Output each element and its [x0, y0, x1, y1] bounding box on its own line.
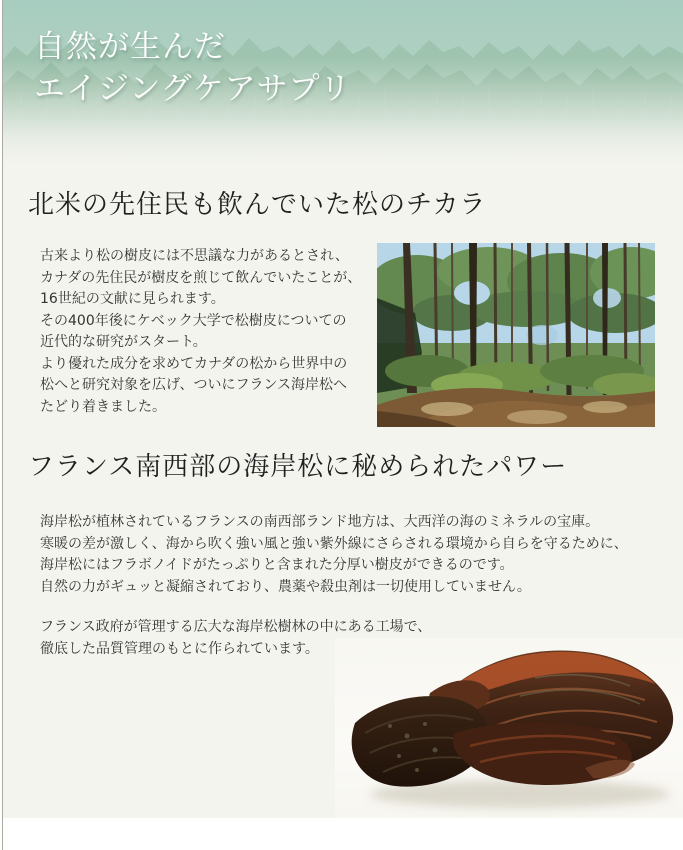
banner-title-line2: エイジングケアサプリ	[34, 71, 352, 107]
banner-title	[34, 26, 351, 110]
text-line: 寒暖の差が激しく、海から吹く強い風と強い紫外線にさらされる環境から自らを守るために、	[40, 535, 628, 552]
section1-paragraph	[40, 246, 361, 418]
hero-banner	[3, 0, 683, 166]
pine-bark-art	[335, 638, 683, 818]
text-line: 自然の力がギュッと凝縮されており、農薬や殺虫剤は一切使用していません。	[40, 578, 531, 595]
section2-heading: フランス南西部の海岸松に秘められたパワー	[28, 452, 568, 482]
text-line: 松へと研究対象を広げ、ついにフランス海岸松へ	[40, 377, 348, 393]
text-line: フランス政府が管理する広大な海岸松樹林の中にある工場で、	[40, 619, 432, 635]
text-line: その400年後にケベック大学で松樹皮についての	[40, 312, 347, 329]
banner-title-line1: 自然が生んだ	[34, 29, 226, 65]
text-line: カナダの先住民が樹皮を煎じて飲んでいたことが、	[40, 269, 362, 286]
pine-bark-photo	[335, 638, 683, 818]
text-line: 近代的な研究がスタート。	[40, 334, 207, 350]
text-line: 古来より松の樹皮には不思議な力があるとされ、	[40, 248, 349, 264]
text-line: 海岸松にはフラボノイドがたっぷりと含まれた分厚い樹皮ができるのです。	[40, 557, 514, 573]
text-line: 徹底した品質管理のもとに作られています。	[40, 640, 319, 657]
content-column	[3, 0, 683, 818]
forest-photo	[377, 243, 655, 427]
text-line: たどり着きました。	[40, 398, 166, 415]
page-left-border	[2, 0, 3, 850]
section1-heading: 北米の先住民も飲んでいた松のチカラ	[28, 190, 487, 220]
section2-paragraph1	[40, 512, 628, 598]
forest-photo-art	[377, 243, 655, 427]
text-line: 海岸松が植林されているフランスの南西部ランド地方は、大西洋の海のミネラルの宝庫。	[40, 514, 600, 530]
text-line: より優れた成分を求めてカナダの松から世界中の	[40, 355, 348, 372]
text-line: 16世紀の文献に見られます。	[40, 291, 225, 307]
